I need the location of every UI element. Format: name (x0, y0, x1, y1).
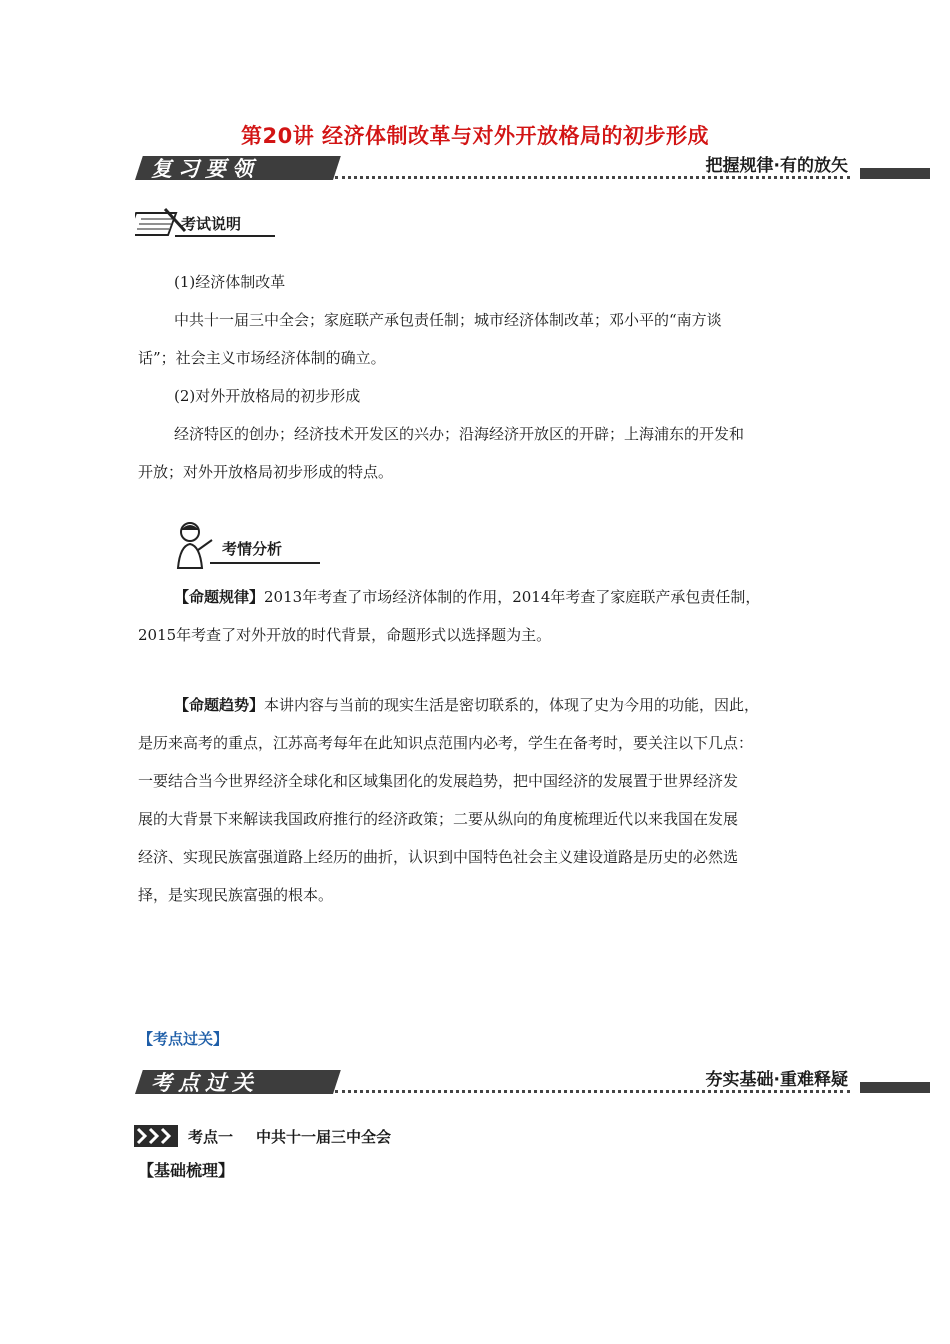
rule-text: 2015年考查了对外开放的时代背景，命题形式以选择题为主。 (138, 626, 552, 644)
exam-desc-line: 经济特区的创办；经济技术开发区的兴办；沿海经济开放区的开辟；上海浦东的开发和 (174, 425, 745, 443)
exam-desc-line: 话”；社会主义市场经济体制的确立。 (138, 349, 386, 367)
trend-line: 一要结合当今世界经济全球化和区域集团化的发展趋势，把中国经济的发展置于世界经济发 (138, 772, 739, 790)
banner-label: 复习要领 (151, 157, 259, 181)
dotted-divider (335, 176, 850, 179)
exam-desc-heading (135, 205, 285, 245)
trend-line: 经济、实现民族富强道路上经历的曲折，认识到中国特色社会主义建设道路是历史的必然选 (138, 848, 739, 866)
exam-desc-body-cont (138, 339, 386, 377)
teacher-icon (170, 520, 214, 570)
exam-desc-body (174, 263, 722, 339)
exam-desc-line: (1)经济体制改革 (174, 273, 286, 291)
exam-desc-title: 考试说明 (181, 215, 242, 233)
banner-review-essentials (135, 148, 930, 182)
heading-underline (175, 235, 275, 237)
rule-text: 2013年考查了市场经济体制的作用，2014年考查了家庭联产承包责任制， (264, 588, 761, 606)
rule-label: 【命题规律】 (174, 588, 265, 606)
triple-chevron-icon (134, 1125, 178, 1147)
trend-line: 择，是实现民族富强的根本。 (138, 886, 334, 904)
banner-stub (860, 1082, 930, 1093)
dotted-divider (335, 1090, 850, 1093)
kaodian-tag: 【考点过关】 (138, 1030, 229, 1048)
banner-key-points (135, 1062, 930, 1096)
trend-line: 是历来高考的重点，江苏高考每年在此知识点范围内必考，学生在备考时，要关注以下几点： (138, 734, 754, 752)
trend-paragraph-cont (138, 724, 753, 914)
exam-desc-line: 开放；对外开放格局初步形成的特点。 (138, 463, 394, 481)
analysis-title: 考情分析 (222, 540, 283, 558)
rule-paragraph (174, 578, 760, 616)
exam-desc-body-2-cont (138, 453, 393, 491)
point-one-label: 考点一 (188, 1128, 234, 1146)
trend-label: 【命题趋势】 (174, 696, 265, 714)
exam-desc-line: (2)对外开放格局的初步形成 (174, 387, 361, 405)
exam-desc-body-2 (174, 377, 744, 453)
point-one-title: 中共十一届三中全会 (256, 1128, 392, 1146)
basics-heading: 【基础梳理】 (138, 1161, 235, 1180)
banner-slogan: 把握规律·有的放矢 (700, 151, 848, 176)
banner-stub (860, 168, 930, 179)
exam-desc-line: 中共十一届三中全会；家庭联产承包责任制；城市经济体制改革；邓小平的“南方谈 (174, 311, 722, 329)
analysis-heading (170, 520, 330, 570)
trend-paragraph (174, 686, 759, 724)
trend-line: 展的大背景下来解读我国政府推行的经济政策；二要从纵向的角度梳理近代以来我国在发展 (138, 810, 739, 828)
rule-paragraph-cont (138, 616, 551, 654)
banner-slogan: 夯实基础·重难释疑 (700, 1065, 848, 1090)
banner-label: 考点过关 (151, 1071, 259, 1095)
trend-text: 本讲内容与当前的现实生活是密切联系的，体现了史为今用的功能，因此， (264, 696, 760, 714)
page-title: 第20讲 经济体制改革与对外开放格局的初步形成 (240, 124, 710, 148)
heading-underline (210, 562, 320, 564)
